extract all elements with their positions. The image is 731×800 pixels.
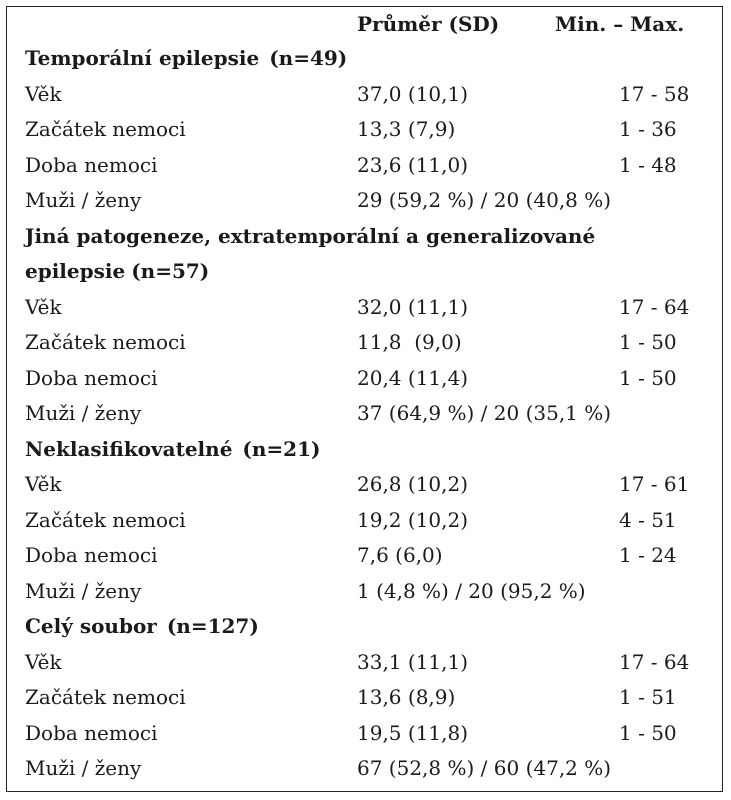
table-row <box>7 396 722 432</box>
row-mean: 26,8 (10,2) <box>357 472 469 496</box>
row-label: Muži / ženy <box>25 578 142 603</box>
row-mean: 19,5 (11,8) <box>357 720 469 745</box>
row-label: Začátek nemoci <box>25 117 186 141</box>
row-mean: 20,4 (11,4) <box>357 365 469 390</box>
table-row <box>7 716 722 752</box>
row-mean: 13,3 (7,9) <box>357 117 456 141</box>
row-mean: 67 (52,8 %) / 60 (47,2 %) <box>357 756 612 780</box>
row-label: Muži / ženy <box>25 188 142 212</box>
row-label: Začátek nemoci <box>25 685 186 709</box>
row-label: Věk <box>25 472 62 496</box>
section-n: (n=57) <box>131 259 210 283</box>
row-label: Doba nemoci <box>25 365 158 390</box>
row-mean: 32,0 (11,1) <box>357 294 469 319</box>
row-mean: 29 (59,2 %) / 20 (40,8 %) <box>357 188 612 212</box>
row-range: 17 - 64 <box>619 649 690 674</box>
table-row <box>7 538 722 574</box>
table-row <box>7 680 722 716</box>
row-range: 1 - 50 <box>619 720 677 745</box>
row-range: 1 - 48 <box>619 152 677 177</box>
section-title-text: Celý soubor <box>25 614 157 638</box>
table-row <box>7 77 722 113</box>
section-title-text: Temporální epilepsie <box>25 46 260 70</box>
table-row <box>7 290 722 326</box>
row-label: Věk <box>25 649 62 674</box>
table-frame <box>6 6 723 792</box>
row-mean: 19,2 (10,2) <box>357 507 469 532</box>
row-mean: 13,6 (8,9) <box>357 685 456 709</box>
row-label: Doba nemoci <box>25 152 158 177</box>
section-title-text: Neklasifikovatelné <box>25 436 233 461</box>
row-mean: 37,0 (10,1) <box>357 81 469 106</box>
row-mean: 7,6 (6,0) <box>357 543 443 567</box>
table-row <box>7 467 722 503</box>
row-range: 1 - 50 <box>619 365 677 390</box>
section-title-temporal <box>7 41 722 77</box>
row-range: 4 - 51 <box>619 507 677 532</box>
row-range: 1 - 50 <box>619 330 677 354</box>
section-title-other-line2 <box>7 254 722 290</box>
row-label: Muži / ženy <box>25 401 142 425</box>
row-range: 17 - 64 <box>619 294 690 319</box>
table-row <box>7 751 722 787</box>
row-range: 17 - 58 <box>619 81 690 106</box>
row-label: Muži / ženy <box>25 756 142 780</box>
section-title-text: epilepsie <box>25 259 126 283</box>
table-row <box>7 325 722 361</box>
row-label: Začátek nemoci <box>25 507 186 532</box>
table-row <box>7 645 722 681</box>
table-header-row <box>7 7 722 41</box>
row-range: 1 - 51 <box>619 685 677 709</box>
section-title-other-line1 <box>7 219 722 255</box>
row-mean: 37 (64,9 %) / 20 (35,1 %) <box>357 401 612 425</box>
row-range: 1 - 36 <box>619 117 677 141</box>
row-mean: 23,6 (11,0) <box>357 152 469 177</box>
table-row <box>7 503 722 539</box>
row-label: Věk <box>25 81 62 106</box>
row-label: Doba nemoci <box>25 720 158 745</box>
row-label: Věk <box>25 294 62 319</box>
table-row <box>7 112 722 148</box>
section-n: (n=49) <box>269 46 348 70</box>
section-title-text: Jiná patogeneze, extratemporální a generalizované <box>25 223 596 248</box>
row-range: 1 - 24 <box>619 543 677 567</box>
row-label: Doba nemoci <box>25 543 158 567</box>
table-row <box>7 361 722 397</box>
row-mean: 33,1 (11,1) <box>357 649 469 674</box>
table-row <box>7 148 722 184</box>
table-row <box>7 183 722 219</box>
row-range: 17 - 61 <box>619 472 690 496</box>
row-mean: 1 (4,8 %) / 20 (95,2 %) <box>357 578 586 603</box>
table-row <box>7 574 722 610</box>
header-mean-sd: Průměr (SD) <box>357 12 500 36</box>
section-n: (n=127) <box>166 614 259 638</box>
header-min-max: Min. – Max. <box>555 12 685 36</box>
section-n: (n=21) <box>242 436 321 461</box>
section-title-unclassifiable <box>7 432 722 468</box>
row-label: Začátek nemoci <box>25 330 186 354</box>
row-mean: 11,8 (9,0) <box>357 330 462 354</box>
section-title-whole-sample <box>7 609 722 645</box>
